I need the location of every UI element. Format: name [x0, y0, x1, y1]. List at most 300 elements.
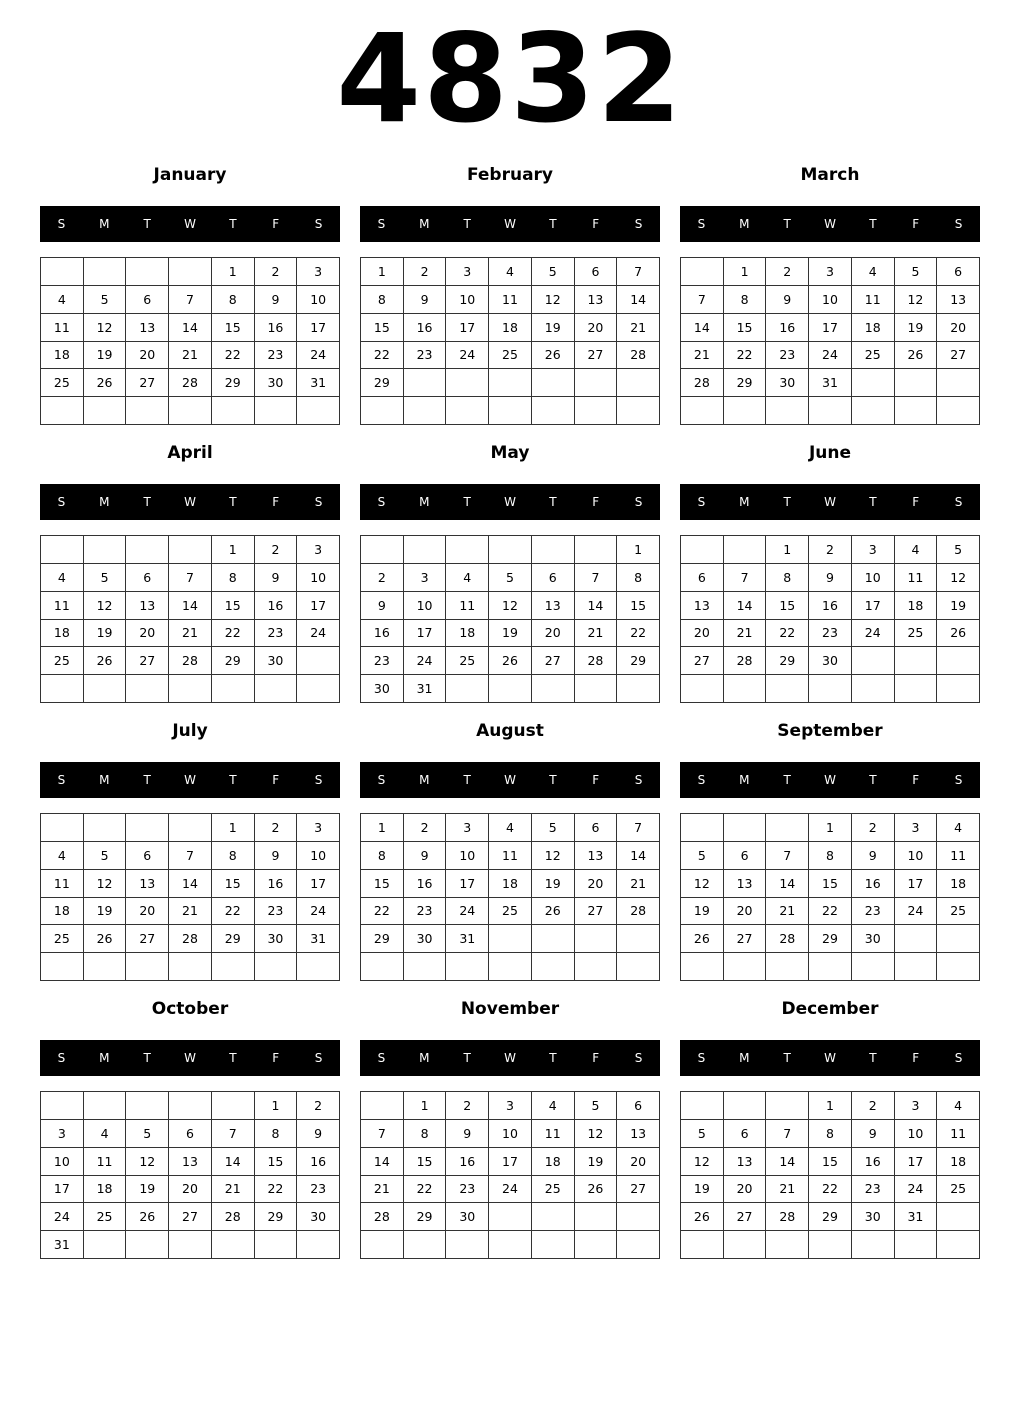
- day-cell: 6: [126, 286, 169, 314]
- empty-cell: [532, 1231, 575, 1259]
- day-cell: 6: [617, 1092, 660, 1120]
- day-cell: 29: [212, 369, 255, 397]
- day-cell: 25: [937, 1176, 980, 1204]
- empty-cell: [617, 369, 660, 397]
- day-cell: 16: [255, 592, 298, 620]
- day-cell: 29: [617, 647, 660, 675]
- day-cell: 28: [169, 647, 212, 675]
- day-cell: 4: [41, 286, 84, 314]
- day-cell: 14: [617, 842, 660, 870]
- day-cell: 1: [724, 258, 767, 286]
- day-cell: 4: [489, 814, 532, 842]
- day-cell: 31: [446, 925, 489, 953]
- empty-cell: [126, 258, 169, 286]
- day-grid: [360, 813, 660, 981]
- empty-cell: [84, 536, 127, 564]
- empty-cell: [617, 925, 660, 953]
- empty-cell: [169, 536, 212, 564]
- empty-cell: [489, 953, 532, 981]
- day-cell: 10: [41, 1148, 84, 1176]
- day-cell: 24: [297, 342, 340, 370]
- day-cell: 25: [895, 620, 938, 648]
- day-cell: 14: [212, 1148, 255, 1176]
- empty-cell: [617, 953, 660, 981]
- weekday-label: W: [184, 773, 196, 787]
- day-cell: 13: [169, 1148, 212, 1176]
- day-cell: 1: [766, 536, 809, 564]
- day-cell: 28: [681, 369, 724, 397]
- empty-cell: [681, 397, 724, 425]
- empty-cell: [937, 675, 980, 703]
- day-cell: 15: [212, 870, 255, 898]
- day-cell: 10: [297, 564, 340, 592]
- empty-cell: [809, 953, 852, 981]
- day-cell: 3: [489, 1092, 532, 1120]
- day-cell: 22: [724, 342, 767, 370]
- weekday-label: T: [143, 1051, 151, 1065]
- day-cell: 15: [404, 1148, 447, 1176]
- empty-cell: [489, 1203, 532, 1231]
- day-cell: 3: [297, 814, 340, 842]
- day-cell: 27: [937, 342, 980, 370]
- day-cell: 6: [575, 258, 618, 286]
- day-cell: 2: [404, 814, 447, 842]
- day-grid: [680, 257, 980, 425]
- day-cell: 26: [532, 898, 575, 926]
- weekday-label: T: [869, 217, 877, 231]
- empty-cell: [809, 1231, 852, 1259]
- day-cell: 26: [489, 647, 532, 675]
- weekday-header: [680, 1040, 980, 1076]
- day-cell: 12: [84, 592, 127, 620]
- day-cell: 23: [766, 342, 809, 370]
- day-cell: 22: [809, 898, 852, 926]
- day-cell: 20: [937, 314, 980, 342]
- day-cell: 7: [766, 1120, 809, 1148]
- day-cell: 18: [489, 870, 532, 898]
- day-grid: [40, 257, 340, 425]
- day-cell: 9: [852, 1120, 895, 1148]
- day-cell: 19: [532, 314, 575, 342]
- weekday-label: W: [504, 217, 516, 231]
- day-cell: 29: [724, 369, 767, 397]
- day-cell: 7: [766, 842, 809, 870]
- empty-cell: [766, 397, 809, 425]
- day-cell: 2: [852, 814, 895, 842]
- weekday-label: T: [783, 773, 791, 787]
- day-cell: 26: [126, 1203, 169, 1231]
- day-cell: 29: [255, 1203, 298, 1231]
- day-cell: 7: [724, 564, 767, 592]
- day-cell: 12: [84, 314, 127, 342]
- day-cell: 27: [532, 647, 575, 675]
- empty-cell: [126, 536, 169, 564]
- day-cell: 20: [126, 620, 169, 648]
- weekday-label: T: [783, 1051, 791, 1065]
- day-cell: 14: [169, 314, 212, 342]
- day-cell: 15: [724, 314, 767, 342]
- day-cell: 6: [126, 842, 169, 870]
- empty-cell: [895, 953, 938, 981]
- day-cell: 22: [361, 342, 404, 370]
- empty-cell: [361, 1092, 404, 1120]
- empty-cell: [532, 397, 575, 425]
- weekday-label: M: [739, 1051, 750, 1065]
- day-cell: 28: [169, 925, 212, 953]
- day-cell: 15: [809, 870, 852, 898]
- empty-cell: [361, 1231, 404, 1259]
- day-cell: 15: [212, 592, 255, 620]
- day-cell: 23: [852, 898, 895, 926]
- empty-cell: [41, 397, 84, 425]
- day-cell: 19: [84, 898, 127, 926]
- day-cell: 23: [852, 1176, 895, 1204]
- empty-cell: [724, 1092, 767, 1120]
- empty-cell: [446, 369, 489, 397]
- weekday-label: S: [57, 773, 66, 787]
- day-cell: 10: [809, 286, 852, 314]
- day-cell: 30: [255, 369, 298, 397]
- day-cell: 4: [41, 842, 84, 870]
- weekday-label: M: [99, 495, 110, 509]
- empty-cell: [404, 953, 447, 981]
- weekday-label: F: [912, 495, 920, 509]
- day-cell: 30: [255, 647, 298, 675]
- weekday-label: M: [419, 217, 430, 231]
- day-cell: 5: [532, 814, 575, 842]
- day-cell: 25: [41, 647, 84, 675]
- empty-cell: [681, 258, 724, 286]
- day-cell: 11: [84, 1148, 127, 1176]
- day-cell: 20: [169, 1176, 212, 1204]
- day-cell: 8: [212, 564, 255, 592]
- day-cell: 7: [617, 258, 660, 286]
- empty-cell: [681, 536, 724, 564]
- day-cell: 1: [212, 536, 255, 564]
- day-cell: 20: [617, 1148, 660, 1176]
- weekday-label: F: [912, 773, 920, 787]
- day-cell: 19: [84, 620, 127, 648]
- day-cell: 5: [126, 1120, 169, 1148]
- day-cell: 5: [84, 286, 127, 314]
- weekday-label: S: [954, 1051, 963, 1065]
- day-cell: 2: [809, 536, 852, 564]
- empty-cell: [575, 1203, 618, 1231]
- empty-cell: [84, 814, 127, 842]
- day-cell: 9: [404, 286, 447, 314]
- day-cell: 15: [617, 592, 660, 620]
- day-cell: 31: [895, 1203, 938, 1231]
- day-cell: 12: [126, 1148, 169, 1176]
- day-grid: [680, 535, 980, 703]
- day-cell: 11: [937, 1120, 980, 1148]
- year-title: 4832: [336, 8, 684, 150]
- day-cell: 1: [809, 814, 852, 842]
- empty-cell: [169, 1092, 212, 1120]
- day-cell: 9: [255, 564, 298, 592]
- empty-cell: [575, 397, 618, 425]
- day-cell: 27: [617, 1176, 660, 1204]
- day-grid: [40, 1091, 340, 1259]
- day-cell: 29: [809, 1203, 852, 1231]
- day-cell: 16: [255, 314, 298, 342]
- weekday-label: W: [824, 1051, 836, 1065]
- empty-cell: [212, 397, 255, 425]
- day-cell: 30: [852, 1203, 895, 1231]
- day-cell: 10: [446, 842, 489, 870]
- day-grid: [680, 813, 980, 981]
- empty-cell: [809, 675, 852, 703]
- weekday-label: W: [184, 495, 196, 509]
- day-cell: 7: [169, 564, 212, 592]
- day-cell: 19: [895, 314, 938, 342]
- empty-cell: [361, 953, 404, 981]
- day-cell: 16: [404, 314, 447, 342]
- weekday-label: S: [954, 773, 963, 787]
- empty-cell: [852, 1231, 895, 1259]
- weekday-header: [360, 762, 660, 798]
- day-grid: [360, 535, 660, 703]
- empty-cell: [575, 1231, 618, 1259]
- weekday-label: S: [314, 495, 323, 509]
- day-cell: 22: [404, 1176, 447, 1204]
- month-name: December: [781, 999, 879, 1019]
- weekday-label: W: [504, 1051, 516, 1065]
- empty-cell: [169, 397, 212, 425]
- day-cell: 15: [361, 314, 404, 342]
- empty-cell: [766, 1092, 809, 1120]
- empty-cell: [937, 953, 980, 981]
- weekday-header: [360, 484, 660, 520]
- day-cell: 24: [297, 898, 340, 926]
- empty-cell: [575, 536, 618, 564]
- day-cell: 17: [446, 314, 489, 342]
- day-cell: 4: [41, 564, 84, 592]
- day-grid: [40, 813, 340, 981]
- empty-cell: [361, 536, 404, 564]
- day-cell: 12: [937, 564, 980, 592]
- empty-cell: [297, 953, 340, 981]
- empty-cell: [446, 953, 489, 981]
- empty-cell: [895, 647, 938, 675]
- day-cell: 2: [255, 814, 298, 842]
- weekday-label: W: [504, 773, 516, 787]
- weekday-label: W: [824, 495, 836, 509]
- day-cell: 11: [489, 286, 532, 314]
- day-cell: 15: [212, 314, 255, 342]
- day-cell: 13: [532, 592, 575, 620]
- day-cell: 26: [532, 342, 575, 370]
- day-cell: 7: [681, 286, 724, 314]
- day-cell: 1: [361, 258, 404, 286]
- empty-cell: [489, 925, 532, 953]
- day-cell: 2: [404, 258, 447, 286]
- day-cell: 23: [446, 1176, 489, 1204]
- weekday-header: [680, 206, 980, 242]
- weekday-label: F: [272, 773, 280, 787]
- day-cell: 10: [895, 842, 938, 870]
- day-cell: 28: [169, 369, 212, 397]
- empty-cell: [895, 925, 938, 953]
- day-cell: 3: [446, 258, 489, 286]
- day-cell: 18: [532, 1148, 575, 1176]
- day-cell: 21: [169, 620, 212, 648]
- day-cell: 22: [255, 1176, 298, 1204]
- day-cell: 14: [724, 592, 767, 620]
- day-cell: 30: [852, 925, 895, 953]
- day-cell: 16: [766, 314, 809, 342]
- day-cell: 27: [126, 647, 169, 675]
- empty-cell: [126, 1231, 169, 1259]
- weekday-label: T: [463, 1051, 471, 1065]
- weekday-header: [40, 206, 340, 242]
- empty-cell: [681, 1231, 724, 1259]
- weekday-label: T: [229, 773, 237, 787]
- day-cell: 25: [489, 898, 532, 926]
- weekday-label: T: [229, 495, 237, 509]
- weekday-label: T: [869, 495, 877, 509]
- day-cell: 29: [212, 647, 255, 675]
- day-cell: 27: [126, 925, 169, 953]
- day-cell: 4: [937, 1092, 980, 1120]
- empty-cell: [895, 397, 938, 425]
- day-cell: 21: [724, 620, 767, 648]
- day-cell: 22: [809, 1176, 852, 1204]
- empty-cell: [895, 1231, 938, 1259]
- weekday-label: T: [549, 773, 557, 787]
- empty-cell: [169, 814, 212, 842]
- day-cell: 3: [297, 258, 340, 286]
- day-cell: 12: [532, 286, 575, 314]
- day-cell: 16: [297, 1148, 340, 1176]
- weekday-label: S: [377, 217, 386, 231]
- day-cell: 23: [809, 620, 852, 648]
- empty-cell: [489, 397, 532, 425]
- day-cell: 14: [766, 870, 809, 898]
- empty-cell: [41, 536, 84, 564]
- weekday-label: S: [634, 773, 643, 787]
- day-cell: 20: [681, 620, 724, 648]
- day-grid: [680, 1091, 980, 1259]
- weekday-label: S: [57, 495, 66, 509]
- day-cell: 16: [404, 870, 447, 898]
- empty-cell: [446, 397, 489, 425]
- day-cell: 24: [404, 647, 447, 675]
- day-cell: 25: [41, 925, 84, 953]
- day-cell: 4: [852, 258, 895, 286]
- empty-cell: [937, 1203, 980, 1231]
- empty-cell: [532, 953, 575, 981]
- day-cell: 24: [489, 1176, 532, 1204]
- day-cell: 26: [681, 1203, 724, 1231]
- empty-cell: [41, 675, 84, 703]
- day-cell: 18: [937, 870, 980, 898]
- day-cell: 19: [84, 342, 127, 370]
- day-cell: 29: [809, 925, 852, 953]
- day-cell: 13: [937, 286, 980, 314]
- weekday-label: M: [99, 773, 110, 787]
- empty-cell: [255, 953, 298, 981]
- empty-cell: [84, 1092, 127, 1120]
- weekday-label: T: [869, 773, 877, 787]
- empty-cell: [724, 953, 767, 981]
- day-cell: 20: [724, 1176, 767, 1204]
- day-cell: 24: [297, 620, 340, 648]
- empty-cell: [297, 1231, 340, 1259]
- day-grid: [360, 257, 660, 425]
- weekday-label: M: [99, 217, 110, 231]
- day-cell: 17: [41, 1176, 84, 1204]
- weekday-label: F: [272, 217, 280, 231]
- day-cell: 6: [724, 1120, 767, 1148]
- day-cell: 13: [126, 592, 169, 620]
- day-cell: 5: [895, 258, 938, 286]
- weekday-label: S: [314, 773, 323, 787]
- day-cell: 6: [575, 814, 618, 842]
- empty-cell: [937, 1231, 980, 1259]
- empty-cell: [84, 953, 127, 981]
- empty-cell: [169, 258, 212, 286]
- day-cell: 3: [852, 536, 895, 564]
- empty-cell: [575, 675, 618, 703]
- day-cell: 16: [361, 620, 404, 648]
- day-cell: 17: [852, 592, 895, 620]
- weekday-label: S: [377, 495, 386, 509]
- weekday-label: F: [592, 773, 600, 787]
- day-cell: 21: [766, 898, 809, 926]
- day-cell: 23: [297, 1176, 340, 1204]
- day-cell: 8: [809, 842, 852, 870]
- empty-cell: [212, 1092, 255, 1120]
- empty-cell: [852, 397, 895, 425]
- weekday-label: F: [912, 1051, 920, 1065]
- day-cell: 18: [895, 592, 938, 620]
- empty-cell: [404, 369, 447, 397]
- weekday-label: F: [912, 217, 920, 231]
- day-cell: 9: [852, 842, 895, 870]
- day-cell: 31: [297, 925, 340, 953]
- empty-cell: [724, 675, 767, 703]
- day-cell: 21: [766, 1176, 809, 1204]
- day-cell: 25: [532, 1176, 575, 1204]
- day-cell: 9: [255, 842, 298, 870]
- month-name: May: [490, 443, 530, 463]
- weekday-label: S: [697, 217, 706, 231]
- empty-cell: [895, 675, 938, 703]
- day-cell: 31: [809, 369, 852, 397]
- weekday-label: S: [954, 217, 963, 231]
- day-cell: 2: [255, 258, 298, 286]
- day-cell: 12: [489, 592, 532, 620]
- empty-cell: [126, 953, 169, 981]
- empty-cell: [532, 536, 575, 564]
- empty-cell: [84, 258, 127, 286]
- day-cell: 7: [169, 286, 212, 314]
- empty-cell: [126, 1092, 169, 1120]
- empty-cell: [532, 675, 575, 703]
- day-cell: 24: [852, 620, 895, 648]
- empty-cell: [41, 953, 84, 981]
- day-cell: 21: [575, 620, 618, 648]
- empty-cell: [617, 397, 660, 425]
- day-cell: 8: [361, 286, 404, 314]
- weekday-label: S: [377, 773, 386, 787]
- day-cell: 7: [169, 842, 212, 870]
- day-cell: 9: [766, 286, 809, 314]
- weekday-label: T: [549, 1051, 557, 1065]
- empty-cell: [41, 258, 84, 286]
- day-cell: 6: [724, 842, 767, 870]
